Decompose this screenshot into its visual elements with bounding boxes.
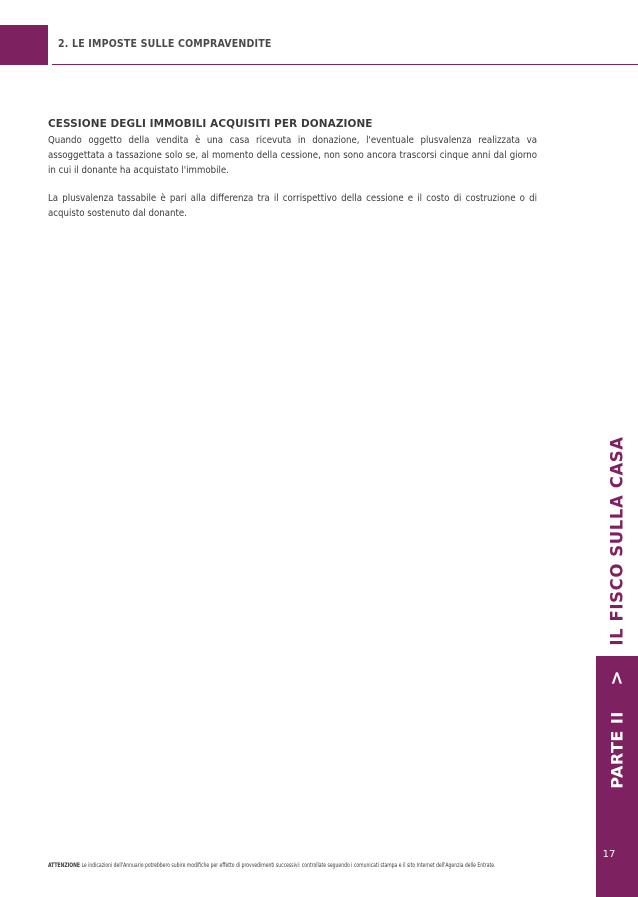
header-color-block: [0, 25, 48, 65]
footer-text: Le indicazioni dell'Annuario potrebbero subire modifiche per effetto di provvedimenti successivi: controllate seguendo i comunicati stampa e il sito Internet dell'Agenzia delle Entrate.: [80, 862, 496, 869]
footer-note: [48, 862, 496, 869]
main-content: [48, 117, 537, 234]
header-rule: [52, 64, 638, 65]
chevron-right-icon: >: [606, 670, 628, 686]
paragraph-1: Quando oggetto della vendita è una casa ricevuta in donazione, l'eventuale plusvalenza realizzata va assoggettata a tassazione solo se, al momento della cessione, non sono ancora trascorsi cinque anni dal giorno in cui il donante ha acquistato l'immobile.: [48, 135, 537, 176]
part-label: PARTE II: [607, 711, 627, 789]
footer-label: ATTENZIONE: [48, 862, 81, 869]
paragraph-2: La plusvalenza tassabile è pari alla differenza tra il corrispettivo della cessione e il costo di costruzione o di acquisto sostenuto dal donante.: [48, 193, 537, 219]
section-title: CESSIONE DEGLI IMMOBILI ACQUISITI PER DONAZIONE: [48, 117, 373, 130]
section-side-title: IL FISCO SULLA CASA: [607, 436, 627, 646]
page-number: 17: [602, 849, 616, 860]
chapter-title: 2. LE IMPOSTE SULLE COMPRAVENDITE: [58, 38, 272, 50]
